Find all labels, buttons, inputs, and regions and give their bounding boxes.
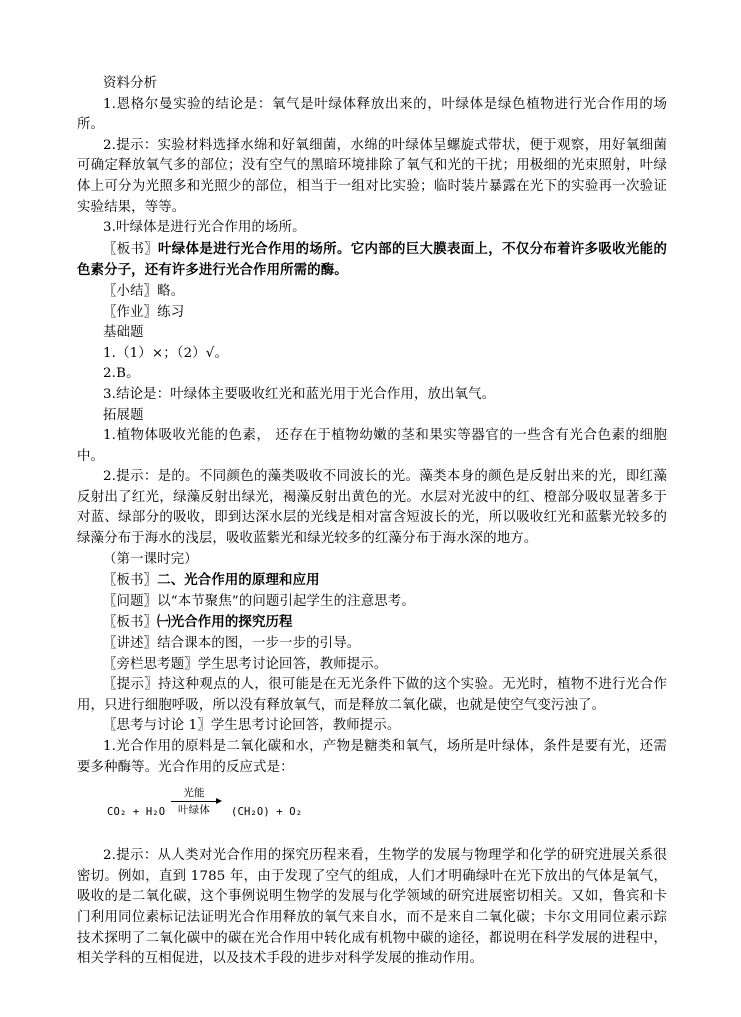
paragraph: 1.植物体吸收光能的色素， 还存在于植物幼嫩的茎和果实等器官的一些含有光合色素的细胞中。: [77, 428, 667, 464]
paragraph: 3.叶绿体是进行光合作用的场所。: [103, 220, 306, 236]
paragraph: 2.提示：实验材料选择水绵和好氧细菌，水绵的叶绿体呈螺旋式带状，便于观察，用好氧细菌可确定释放氧气多的部位；没有空气的黑暗环境排除了氧气和光的干扰；用极细的光束照射，叶绿体上可分为光照多和光照少的部位，相当于一组对比实验；临时装片暴露在光下的实验再一次验证实验结果，等等。: [77, 137, 667, 215]
summary-line: 〖小结〗略。: [103, 283, 185, 299]
photosynthesis-equation: [77, 778, 667, 828]
paragraph: 2.提示：从人类对光合作用的探究历程来看，生物学的发展与物理学和化学的研究进展关系很密切。例如，直到 1785 年，由于发现了空气的组成，人们才明确绿叶在光下放出的气体是氧气，吸收的是二氧化碳，这个事例说明生物学的发展与化学领域的研究进展密切相关。又如，鲁宾和卡门利用同位素标记法证明光合作用释放的氧气来自水，而不是来自二氧化碳；卡尔文用同位素示踪技术探明了二氧化碳中的碳在光合作用中转化成有机物中碳的途径，都说明在科学发展的进程中，相关学科的互相促进，以及技术手段的进步对科学发展的推动作用。: [77, 848, 667, 967]
homework-line: 〖作业〗练习: [103, 304, 185, 320]
spacer: [77, 828, 667, 846]
subheading-extension: 拓展题: [103, 407, 144, 423]
paragraph: 1.光合作用的原料是二氧化碳和水，产物是糖类和氧气，场所是叶绿体，条件是要有光，还需要多种酶等。光合作用的反应式是：: [77, 739, 667, 775]
blackboard-tag: 〖板书〗: [103, 573, 158, 589]
blackboard-tag: 〖板书〗: [103, 241, 159, 257]
paragraph: 2.提示：是的。不同颜色的藻类吸收不同波长的光。藻类本身的颜色是反射出来的光，即红藻反射出了红光，绿藻反射出绿光，褐藻反射出黄色的光。水层对光波中的红、橙部分吸収显著多于对蓝、绿部分的吸收，即到达深水层的光线是相对富含短波长的光，所以吸收红光和蓝紫光较多的绿藻分布于海水的浅层，吸收蓝紫光和绿光较多的红藻分布于海水深的地方。: [77, 469, 667, 547]
answer-line: 1.（1）×；（2）√。: [103, 345, 229, 361]
blackboard-bold-text: 二、光合作用的原理和应用: [157, 572, 320, 589]
reaction-arrow: [171, 786, 217, 817]
discussion-line: 〖思考与讨论 1〗学生思考讨论回答，教师提示。: [103, 718, 401, 734]
blackboard-note: [77, 612, 667, 634]
equation-reactants: CO₂ + H₂O: [107, 806, 166, 819]
answer-line: 3.结论是：叶绿体主要吸收红光和蓝光用于光合作用，放出氧气。: [103, 386, 496, 402]
paragraph: 1.恩格尔曼实验的结论是：氧气是叶绿体释放出来的，叶绿体是绿色植物进行光合作用的场所。: [77, 96, 667, 133]
blackboard-note: [77, 570, 667, 592]
sidebar-question-line: 〖旁栏思考题〗学生思考讨论回答，教师提示。: [103, 656, 388, 672]
section-heading-data-analysis: 资料分析: [103, 76, 158, 91]
blackboard-bold-text: ㈠光合作用的探究历程: [157, 614, 293, 631]
blackboard-tag: 〖板书〗: [103, 615, 158, 631]
arrow-line: [171, 801, 217, 802]
subheading-basic: 基础题: [103, 325, 144, 341]
document-page: [77, 74, 667, 970]
arrow-condition-chloroplast: 叶绿体: [178, 804, 210, 817]
equation-products: (CH₂O) + O₂: [231, 806, 303, 819]
answer-line: 2.B。: [103, 366, 140, 382]
lesson-end-note: （第一课时完）: [103, 551, 198, 567]
lecture-line: 〖讲述〗结合课本的图，一步一步的引导。: [103, 636, 361, 652]
arrow-condition-light: 光能: [183, 787, 205, 800]
blackboard-bold-text: 叶绿体是进行光合作用的场所。它内部的巨大膜表面上，不仅分布着许多吸收光能的色素分子，还有许多进行光合作用所需的酶。: [77, 240, 667, 279]
question-line: 〖问题〗以“本节聚焦”的问题引起学生的注意思考。: [103, 593, 415, 609]
blackboard-note: [77, 239, 667, 282]
hint-paragraph: 〖提示〗持这种观点的人，很可能是在无光条件下做的这个实验。无光时，植物不进行光合作用，只进行细胞呼吸，所以没有释放氧气，而是释放二氧化碳，也就是使空气变污浊了。: [77, 677, 667, 713]
